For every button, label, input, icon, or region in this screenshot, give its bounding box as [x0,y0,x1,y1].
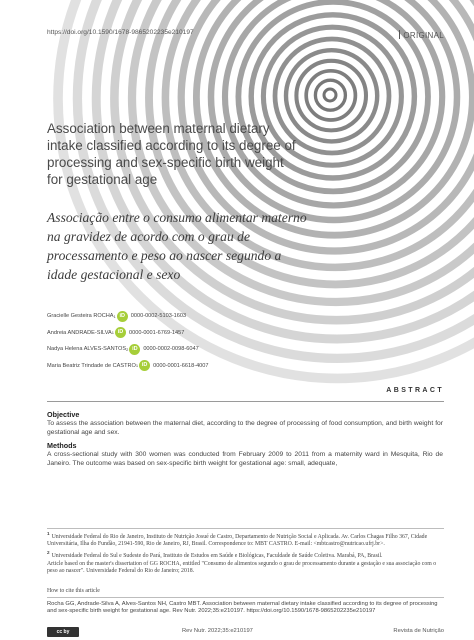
footnote-divider [47,528,444,529]
orcid-icon[interactable]: iD [139,360,150,371]
author-list [47,308,209,374]
orcid-icon[interactable]: iD [117,311,128,322]
objective-text: To assess the association between the maternal diet, according to the degree of processing of food consumption, and birth weight for gestational age and sex. [47,420,443,436]
footnote-number: 1 [47,531,50,536]
footnote-text: Universidade Federal do Sul e Sudeste do Pará, Instituto de Estudos em Saúde e Biológicas, Faculdade de Saúde Coletiva. Marabá, PA, Brasil. [51,553,383,560]
header-doi[interactable]: https://doi.org/10.1590/1678-9865202235e210197 [47,29,194,36]
footnote-item [47,561,444,576]
methods-heading: Methods [47,441,77,450]
ring-stroke [324,89,336,101]
author-item [47,325,209,342]
objective-heading: Objective [47,410,80,419]
footnote-text: Article based on the master's dissertation of GG ROCHA, entitled "Consumo de alimentos segundo o grau de processamento durante a gestação e sua associação com o peso ao nascer". Universidade Federal do Rio de Janeiro; 2018. [47,560,437,575]
footnote-item [47,530,444,549]
author-affiliation-mark: 2 [126,346,129,352]
section-tag [399,30,444,40]
author-item [47,358,209,375]
author-orcid[interactable]: 0000-0001-6769-1457 [129,329,185,336]
ring-stroke [296,61,366,131]
cite-text: Rocha GG, Andrade-Silva A, Alves-Santos NH, Castro MBT. Association between maternal dietary intake classified according to its degree of processing and sex-specific birth weight for gestational age. Rev Nutr. 2022;35:e210197. https://doi.org/10.1590/1678-9865202235e210197 [47,601,438,615]
orcid-icon[interactable]: iD [115,327,126,338]
article-title: Association between maternal dietary intake classified according to its degree of processing and sex-specific birth weight for gestational age [47,121,296,187]
creative-commons-license-icon[interactable] [47,627,79,637]
author-item [47,341,209,358]
ring-stroke [306,71,355,120]
footer-citation: Rev Nutr. 2022;35:e210197 [182,628,253,634]
author-orcid[interactable]: 0000-0002-0098-6047 [143,346,199,353]
methods-text [47,451,443,468]
cite-heading: How to cite this article [47,588,100,594]
orcid-icon[interactable]: iD [129,344,140,355]
author-affiliation-mark: 1 [111,330,115,336]
abstract-divider [47,401,444,402]
author-orcid[interactable]: 0000-0001-6618-4007 [153,362,209,369]
footnote-item [47,549,444,560]
author-affiliation-mark: 1 [135,363,139,369]
cite-divider [47,597,444,598]
license-label: cc by [56,629,70,635]
section-tag-bar [399,30,400,39]
article-title-portuguese: Associação entre o consumo alimentar materno na gravidez de acordo com o grau de processamento e peso ao nascer segundo a idade gestacional e sexo [47,210,307,282]
footnote-text: Universidade Federal do Rio de Janeiro, Instituto de Nutrição Josué de Castro, Departamento de Nutrição Social e Aplicada. Av. Carlos Chagas Filho 367, Cidade Universitária, Ilha do Fundão, 21941-590, Rio de Janeiro, RJ, Brasil. Correspondence to: MBT CASTRO. E-mail: <mbtcastro@nutricao.ufrj.br>. [47,533,428,548]
author-affiliation-mark: 1 [113,313,116,319]
author-name: Nadya Helena ALVES-SANTOS [47,346,127,353]
author-name: Gracielle Gesteira ROCHA [47,313,114,320]
footer-journal-name: Revista de Nutrição [393,628,444,634]
footnote-number: 2 [47,550,50,556]
author-orcid[interactable]: 0000-0002-5103-1603 [130,313,187,320]
footnotes [47,530,444,576]
ring-stroke [286,50,377,141]
author-name: Andreia ANDRADE-SILVA [47,329,112,336]
ring-stroke [315,80,345,110]
abstract-heading: ABSTRACT [386,387,444,394]
author-item [47,308,209,325]
methods-text-part: A cross-sectional study with 300 women was conducted from February 2009 to 2011 from a maternity ward in Mesquita, Rio de Janeiro. The outcome was based on sex-specific birth weight for gestational age: small, adequate, [47,451,443,467]
section-tag-label: ORIGINAL [403,31,444,40]
author-name: Maria Beatriz Trindade de CASTRO [47,362,136,369]
